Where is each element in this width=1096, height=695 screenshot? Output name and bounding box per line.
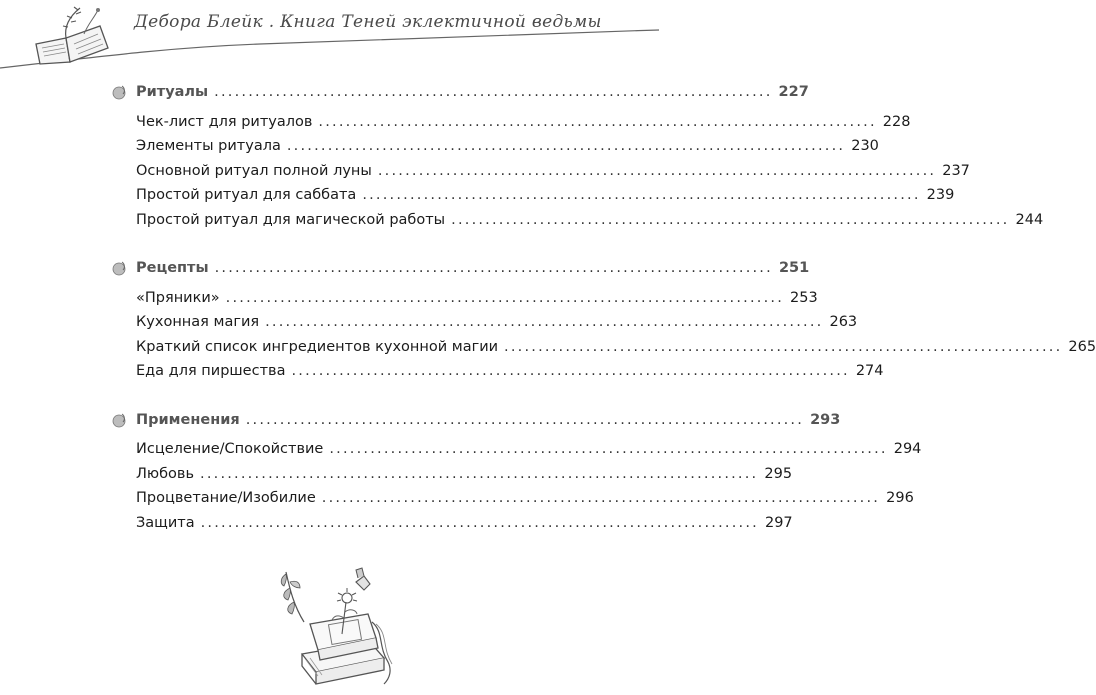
toc-entry-page: 265 (1068, 338, 1096, 355)
toc-entry-label: Элементы ритуала (136, 138, 281, 154)
toc-entry-page: 237 (942, 162, 970, 179)
toc-entry[interactable] (110, 110, 911, 135)
leader-dots: .................................................................................. (214, 84, 773, 100)
toc-entry[interactable] (110, 511, 793, 536)
toc-entry[interactable] (110, 462, 793, 487)
moon-bullet-icon (110, 259, 128, 277)
toc-section-title: Применения (136, 411, 240, 428)
toc-entry[interactable] (110, 437, 922, 462)
leader-dots: .................................................................................. (291, 363, 850, 379)
leader-dots: .................................................................................. (329, 441, 888, 457)
toc-entry-page: 244 (1015, 211, 1044, 228)
toc-entry-label: «Пряники» (136, 289, 220, 306)
toc-entry-label: Процветание/Изобилие (136, 490, 316, 506)
leader-dots: .................................................................................. (200, 514, 759, 531)
toc-section-title: Ритуалы (136, 84, 209, 100)
toc-entry[interactable] (110, 286, 818, 311)
open-book-icon (18, 4, 118, 68)
moon-bullet-icon (110, 411, 128, 429)
toc-section-page: 293 (810, 411, 841, 428)
toc-entry-page: 253 (790, 289, 818, 306)
toc-entry-label: Исцеление/Спокойствие (136, 441, 324, 457)
toc-section-page: 251 (778, 260, 810, 276)
toc-entry-label: Краткий список ингредиентов кухонной магии (136, 338, 499, 355)
toc-entry[interactable] (110, 310, 858, 335)
leader-dots: .................................................................................. (318, 113, 877, 130)
toc-entry-page: 263 (829, 314, 858, 330)
toc-section-recipes (110, 256, 1096, 384)
toc-entry[interactable] (110, 359, 884, 384)
running-header-title: Дебора Блейк . Книга Теней эклектичной ведьмы (134, 12, 602, 32)
toc-section-title: Рецепты (136, 260, 209, 276)
toc-entry-page: 297 (764, 514, 793, 531)
leader-dots: .................................................................................. (286, 138, 846, 154)
toc-entry-page: 295 (764, 465, 793, 482)
leader-dots: .................................................................................. (451, 211, 1010, 228)
table-of-contents (110, 80, 1096, 559)
leader-dots: .................................................................................. (377, 162, 937, 179)
toc-entry-page: 228 (882, 113, 911, 130)
leader-dots: .................................................................................. (321, 490, 881, 506)
leader-dots: .................................................................................. (200, 465, 759, 482)
toc-entry-label: Еда для пиршества (136, 363, 286, 379)
toc-entry-label: Кухонная магия (136, 314, 260, 330)
toc-entry-label: Основной ритуал полной луны (136, 162, 372, 179)
toc-entry-page: 239 (926, 187, 955, 203)
toc-entry-label: Чек-лист для ритуалов (136, 113, 313, 130)
spellbook-stack-illustration (272, 562, 412, 690)
toc-entry[interactable] (110, 159, 970, 184)
toc-entry[interactable] (110, 335, 1096, 360)
toc-entry-label: Простой ритуал для магической работы (136, 211, 446, 228)
toc-section-page: 227 (778, 84, 809, 100)
toc-section-heading[interactable] (110, 408, 841, 433)
toc-entry-label: Защита (136, 514, 195, 531)
toc-section-heading[interactable] (110, 80, 809, 105)
moon-bullet-icon (110, 83, 128, 101)
toc-section-applications (110, 408, 922, 536)
leader-dots: .................................................................................. (214, 260, 773, 276)
toc-entry-page: 294 (893, 441, 922, 457)
toc-entry[interactable] (110, 183, 955, 208)
toc-entry-page: 296 (886, 490, 914, 506)
toc-entry-page: 230 (851, 138, 879, 154)
page-header (0, 0, 659, 70)
toc-section-rituals (110, 80, 1044, 232)
toc-section-heading[interactable] (110, 256, 810, 281)
leader-dots: .................................................................................. (265, 314, 824, 330)
toc-entry-label: Любовь (136, 465, 195, 482)
leader-dots: .................................................................................. (504, 338, 1063, 355)
toc-entry[interactable] (110, 208, 1044, 233)
leader-dots: .................................................................................. (225, 289, 785, 306)
toc-entry-label: Простой ритуал для саббата (136, 187, 357, 203)
leader-dots: .................................................................................. (362, 187, 921, 203)
toc-entry-page: 274 (855, 363, 884, 379)
toc-entry[interactable] (110, 486, 914, 511)
leader-dots: .................................................................................. (245, 411, 805, 428)
toc-entry[interactable] (110, 134, 879, 159)
